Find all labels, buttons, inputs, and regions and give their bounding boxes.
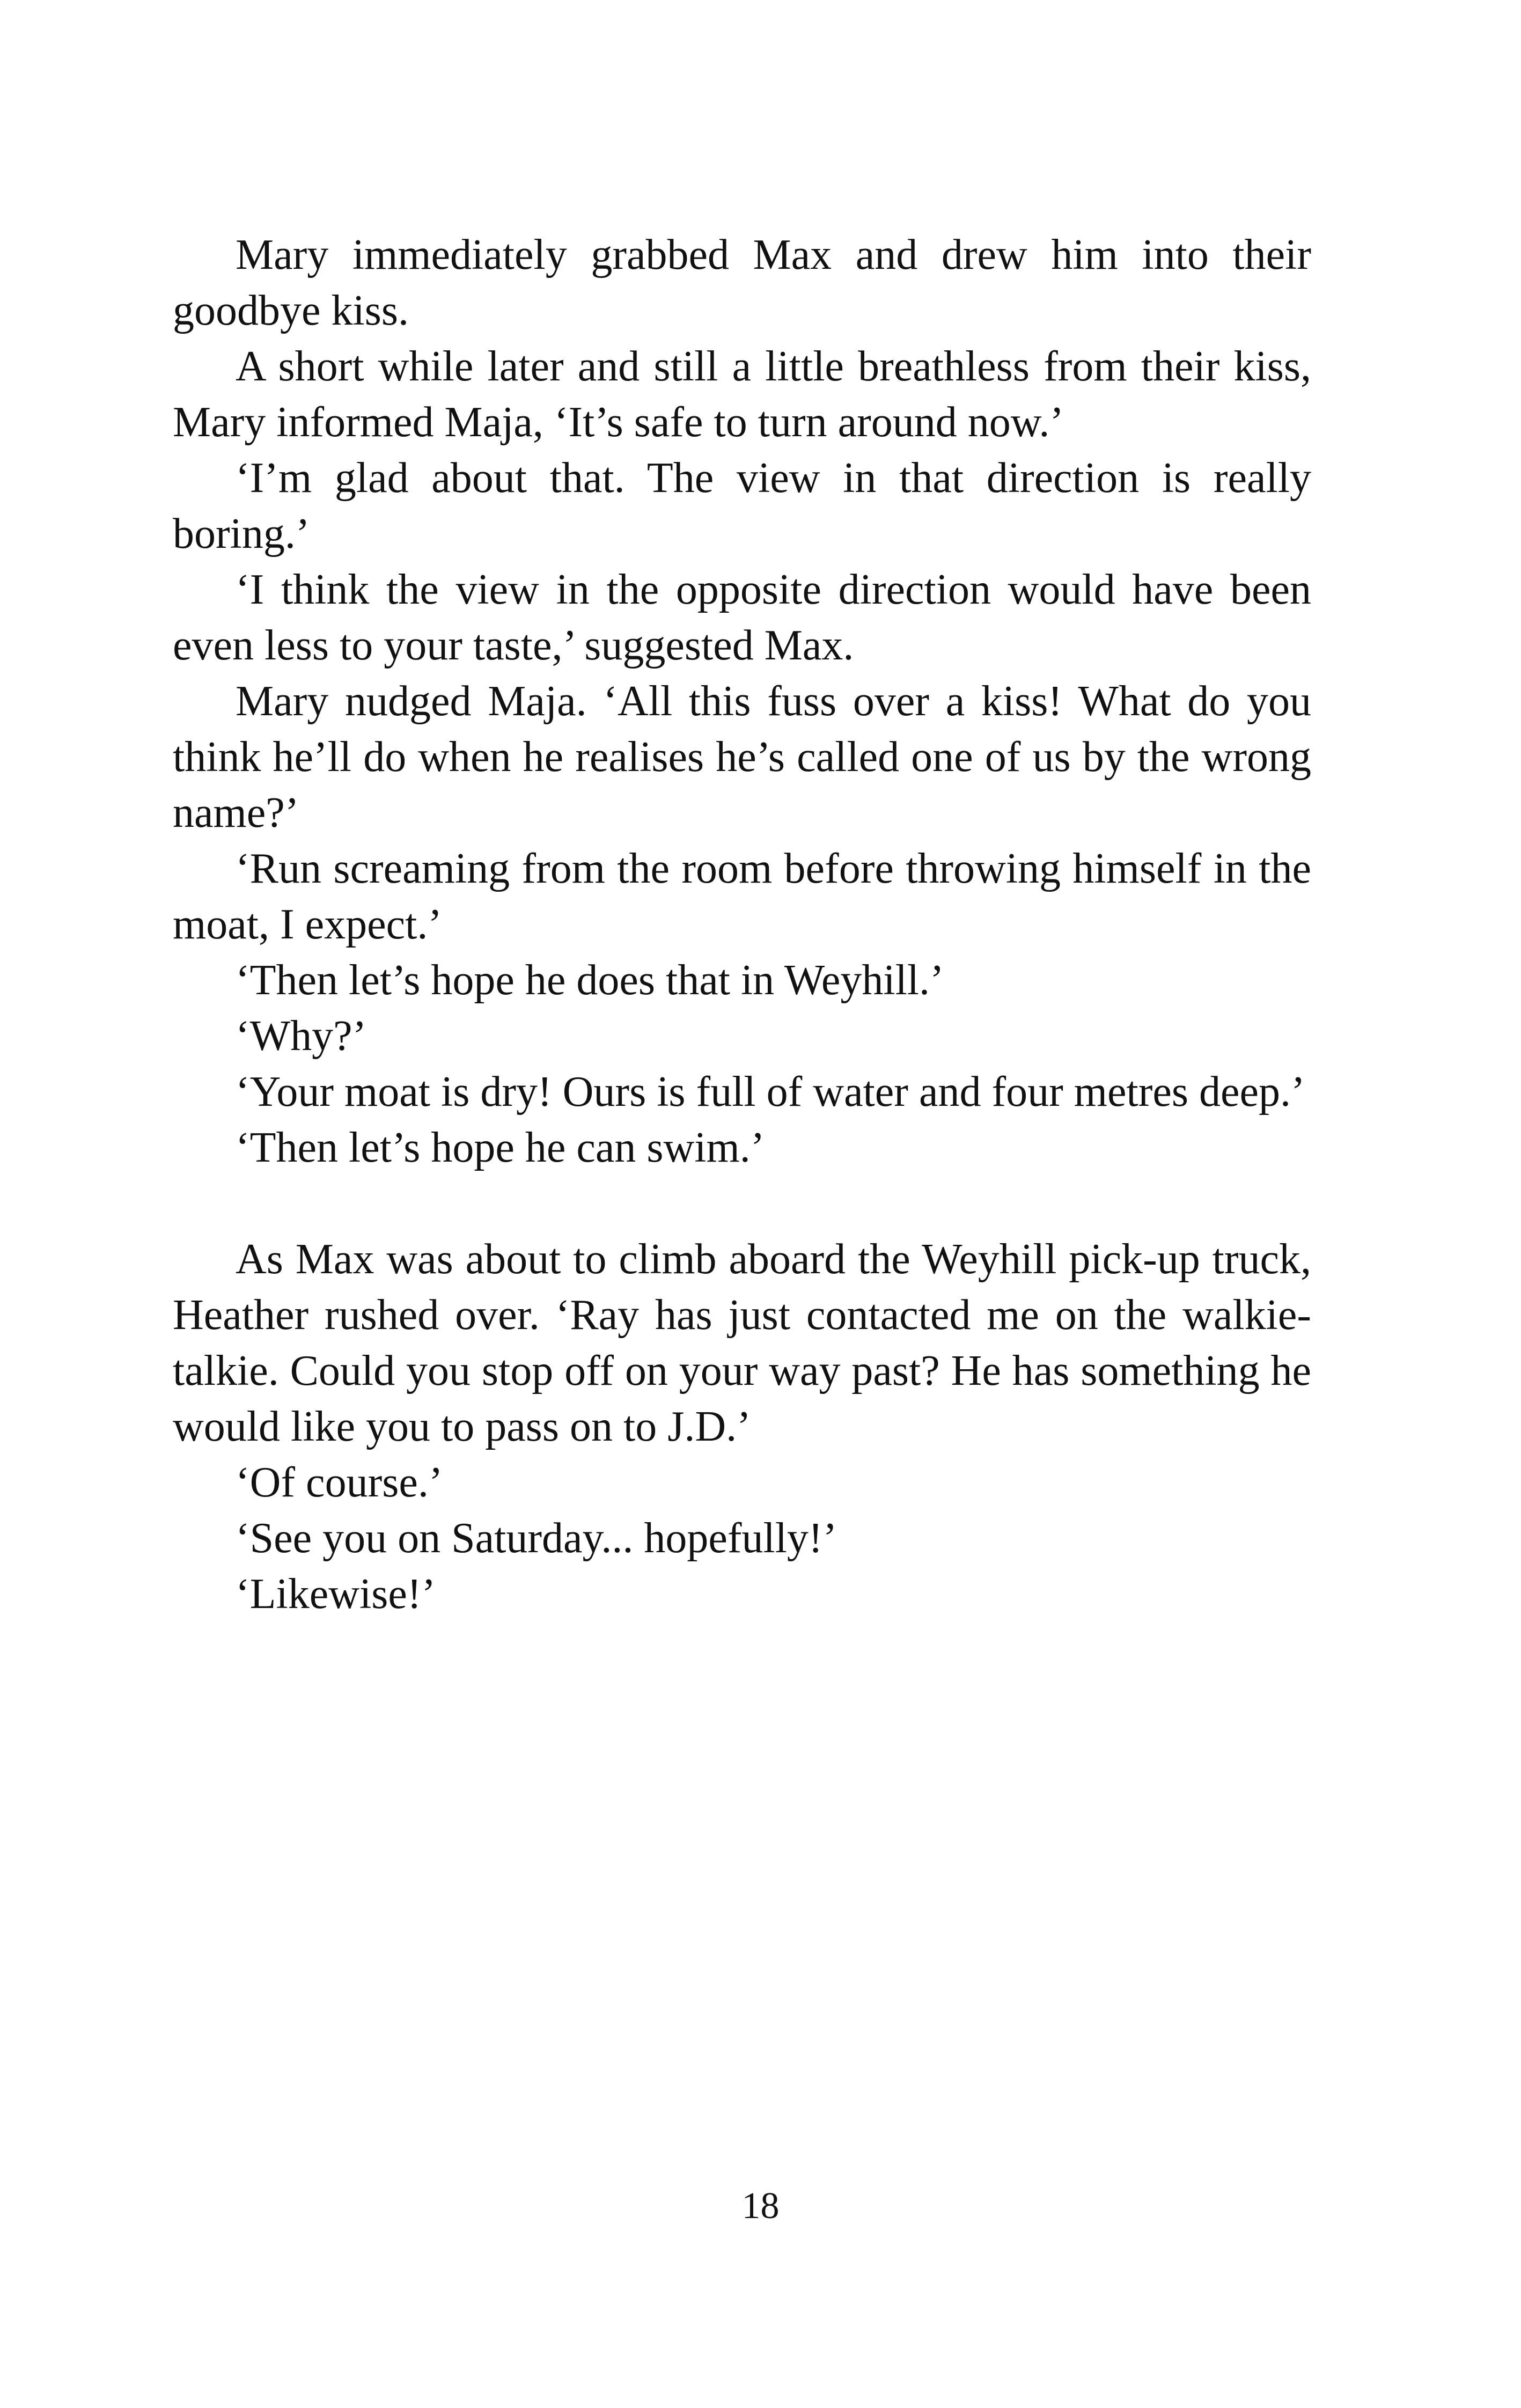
paragraph: ‘Why?’ [236, 1012, 367, 1060]
body-text [173, 227, 1311, 1622]
paragraph: ‘Run screaming from the room before throwing himself in the moat, I expect.’ [173, 845, 1311, 948]
paragraph: ‘I think the view in the opposite direction would have been even less to your taste,’ suggested Max. [173, 566, 1311, 669]
paragraph: A short while later and still a little breathless from their kiss, Mary informed Maja, ‘It’s safe to turn around now.’ [173, 343, 1311, 446]
paragraph: Mary nudged Maja. ‘All this fuss over a kiss! What do you think he’ll do when he realises he’s called one of us by the wrong name?’ [173, 678, 1311, 836]
paragraph: ‘I’m glad about that. The view in that direction is really boring.’ [173, 454, 1311, 557]
paragraph: ‘Then let’s hope he can swim.’ [236, 1124, 765, 1171]
section-break [173, 1176, 1311, 1231]
paragraph: ‘Your moat is dry! Ours is full of water and four metres deep.’ [236, 1068, 1305, 1115]
page-number: 18 [741, 2185, 780, 2227]
paragraph: ‘See you on Saturday... hopefully!’ [236, 1515, 837, 1562]
paragraph: ‘Of course.’ [236, 1459, 443, 1506]
paragraph: As Max was about to climb aboard the Weyhill pick-up truck, Heather rushed over. ‘Ray has just contacted me on the walkie-talkie. Could you stop off on your way past? He has something he would like you to pass on to J.D.’ [173, 1236, 1311, 1450]
paragraph: Mary immediately grabbed Max and drew him into their goodbye kiss. [173, 231, 1311, 334]
paragraph: ‘Likewise!’ [236, 1570, 436, 1618]
paragraph: ‘Then let’s hope he does that in Weyhill.’ [236, 957, 944, 1004]
